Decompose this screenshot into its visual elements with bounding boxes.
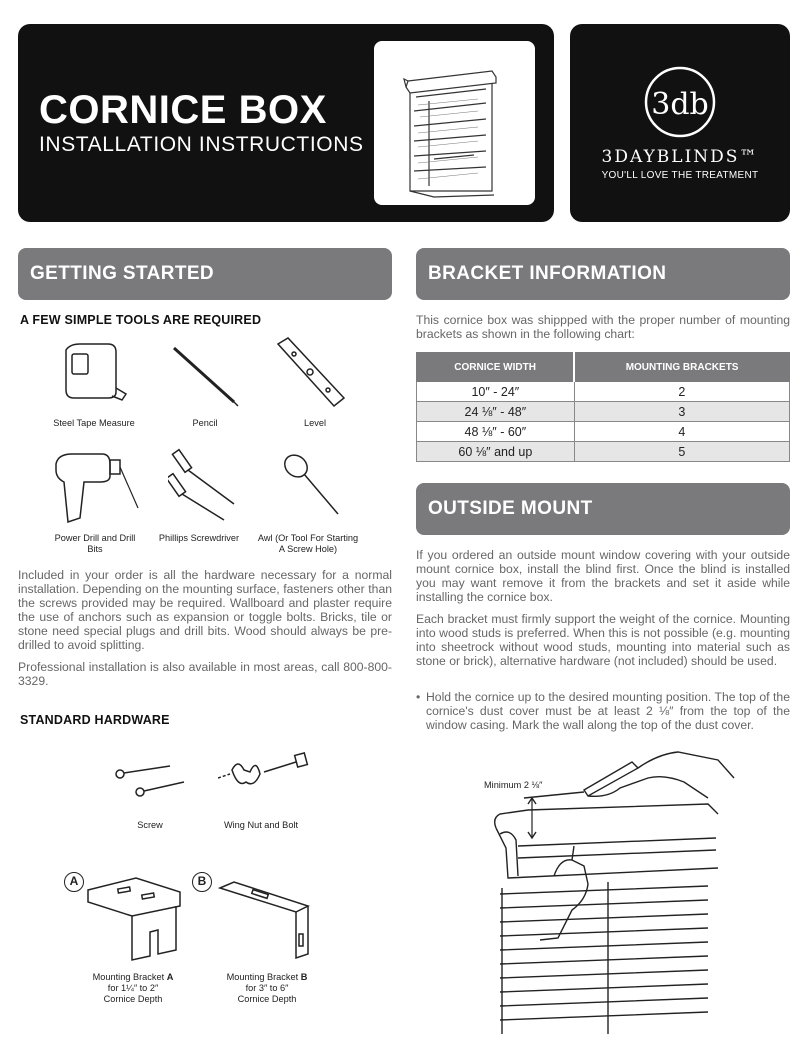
hardware-label-wing-nut: Wing Nut and Bolt (223, 820, 299, 830)
section-heading: OUTSIDE MOUNT (428, 498, 593, 519)
bracket-a-label: Mounting Bracket (92, 972, 165, 982)
section-heading: BRACKET INFORMATION (428, 263, 667, 284)
bullet-text: Hold the cornice up to the desired mounting position. The top of the cornice's dust cover must be at least 2 ⅛″ from the top of the window casing. Mark the wall along the top of the dust cover. (426, 690, 790, 732)
tool-label-pencil: Pencil (192, 418, 218, 428)
outside-mount-bullet (416, 690, 790, 732)
bracket-intro: This cornice box was shippped with the proper number of mounting brackets as shown in the following chart: (416, 313, 790, 341)
screwdriver-icon (168, 444, 244, 524)
pencil-icon (168, 340, 242, 410)
tool-label-level: Level (304, 418, 326, 428)
cell-width: 10″ - 24″ (417, 382, 575, 402)
section-heading: GETTING STARTED (30, 263, 215, 284)
section-bracket-information (416, 248, 790, 300)
table-row (417, 402, 790, 422)
bracket-a-caption (78, 972, 188, 1005)
bullet-dot: • (416, 690, 421, 704)
bracket-b-depth: Cornice Depth (237, 994, 297, 1004)
brand-logo-icon (642, 64, 718, 140)
outside-mount-paragraph-2: Each bracket must firmly support the weight of the cornice. Mounting into wood studs is preferred. When this is not possible (e.g. mounting into sheetrock without wood studs, mounting into material such as stone or brick), alternative hardware (not included) should be used. (416, 612, 790, 668)
brand-name: 3DAYBLINDS™ (601, 147, 759, 167)
screw-icon (110, 762, 186, 800)
page-subtitle: INSTALLATION INSTRUCTIONS (39, 133, 364, 156)
bracket-b-marker: B (192, 872, 212, 892)
bracket-a-marker: A (64, 872, 84, 892)
hardware-label-screw: Screw (137, 820, 163, 830)
bracket-table (416, 352, 790, 462)
bracket-b-label: Mounting Bracket (226, 972, 299, 982)
cell-width: 60 ⅛″ and up (417, 442, 575, 462)
tool-label-tape-measure: Steel Tape Measure (53, 418, 135, 428)
installation-paragraph: Professional installation is also available in most areas, call 800-800-3329. (18, 660, 392, 688)
power-drill-icon (50, 448, 140, 526)
tools-heading: A FEW SIMPLE TOOLS ARE REQUIRED (20, 313, 262, 327)
cell-brackets: 3 (574, 402, 789, 422)
cell-brackets: 5 (574, 442, 789, 462)
wing-nut-bolt-icon (218, 748, 314, 798)
hardware-paragraph: Included in your order is all the hardware necessary for a normal installation. Depending on the mounting surface, fasteners other than the screws provided may be required. Wallboard and plaster require the use of anchors such as expansion or toggle bolts. Bricks, tile or stone need special plugs and drill bits. Wood should always be pre-drilled to avoid splitting. (18, 568, 392, 652)
page-title: CORNICE BOX (39, 88, 327, 132)
tool-label-power-drill: Power Drill and Drill Bits (54, 533, 136, 554)
column-header-width: CORNICE WIDTH (417, 353, 575, 382)
outside-mount-paragraph-1: If you ordered an outside mount window covering with your outside mount cornice box, install the blind first. Once the blind is installed you may want remove it from the brackets and set it aside while installing the cornice box. (416, 548, 790, 604)
section-outside-mount (416, 483, 790, 535)
table-header-row (417, 353, 790, 382)
cell-brackets: 4 (574, 422, 789, 442)
bracket-b-letter: B (300, 972, 308, 982)
bracket-a-letter: A (166, 972, 174, 982)
tool-label-awl: Awl (Or Tool For Starting A Screw Hole) (257, 533, 359, 554)
brand-banner (570, 24, 790, 222)
tool-label-screwdriver: Phillips Screwdriver (158, 533, 240, 543)
brand-logo-text: 3db (651, 87, 709, 122)
cornice-box-illustration (374, 41, 535, 205)
column-header-brackets: MOUNTING BRACKETS (574, 353, 789, 382)
cornice-mounting-diagram (488, 748, 738, 1038)
table-row (417, 422, 790, 442)
cell-brackets: 2 (574, 382, 789, 402)
minimum-clearance-label: Minimum 2 ⅛″ (484, 780, 543, 790)
cell-width: 24 ⅛″ - 48″ (417, 402, 575, 422)
hardware-heading: STANDARD HARDWARE (20, 713, 170, 727)
bracket-a-range: for 1¼″ to 2″ (107, 983, 159, 993)
awl-icon (278, 448, 346, 520)
tape-measure-icon (60, 338, 130, 408)
section-getting-started (18, 248, 392, 300)
cell-width: 48 ⅛″ - 60″ (417, 422, 575, 442)
title-banner (18, 24, 554, 222)
bracket-b-range: for 3″ to 6″ (245, 983, 289, 993)
brand-tagline: YOU'LL LOVE THE TREATMENT (601, 170, 759, 181)
level-icon (272, 334, 348, 410)
mounting-bracket-b-icon (216, 876, 320, 962)
bracket-b-caption (212, 972, 322, 1005)
bracket-a-depth: Cornice Depth (103, 994, 163, 1004)
table-row (417, 382, 790, 402)
mounting-bracket-a-icon (84, 876, 184, 964)
table-row (417, 442, 790, 462)
